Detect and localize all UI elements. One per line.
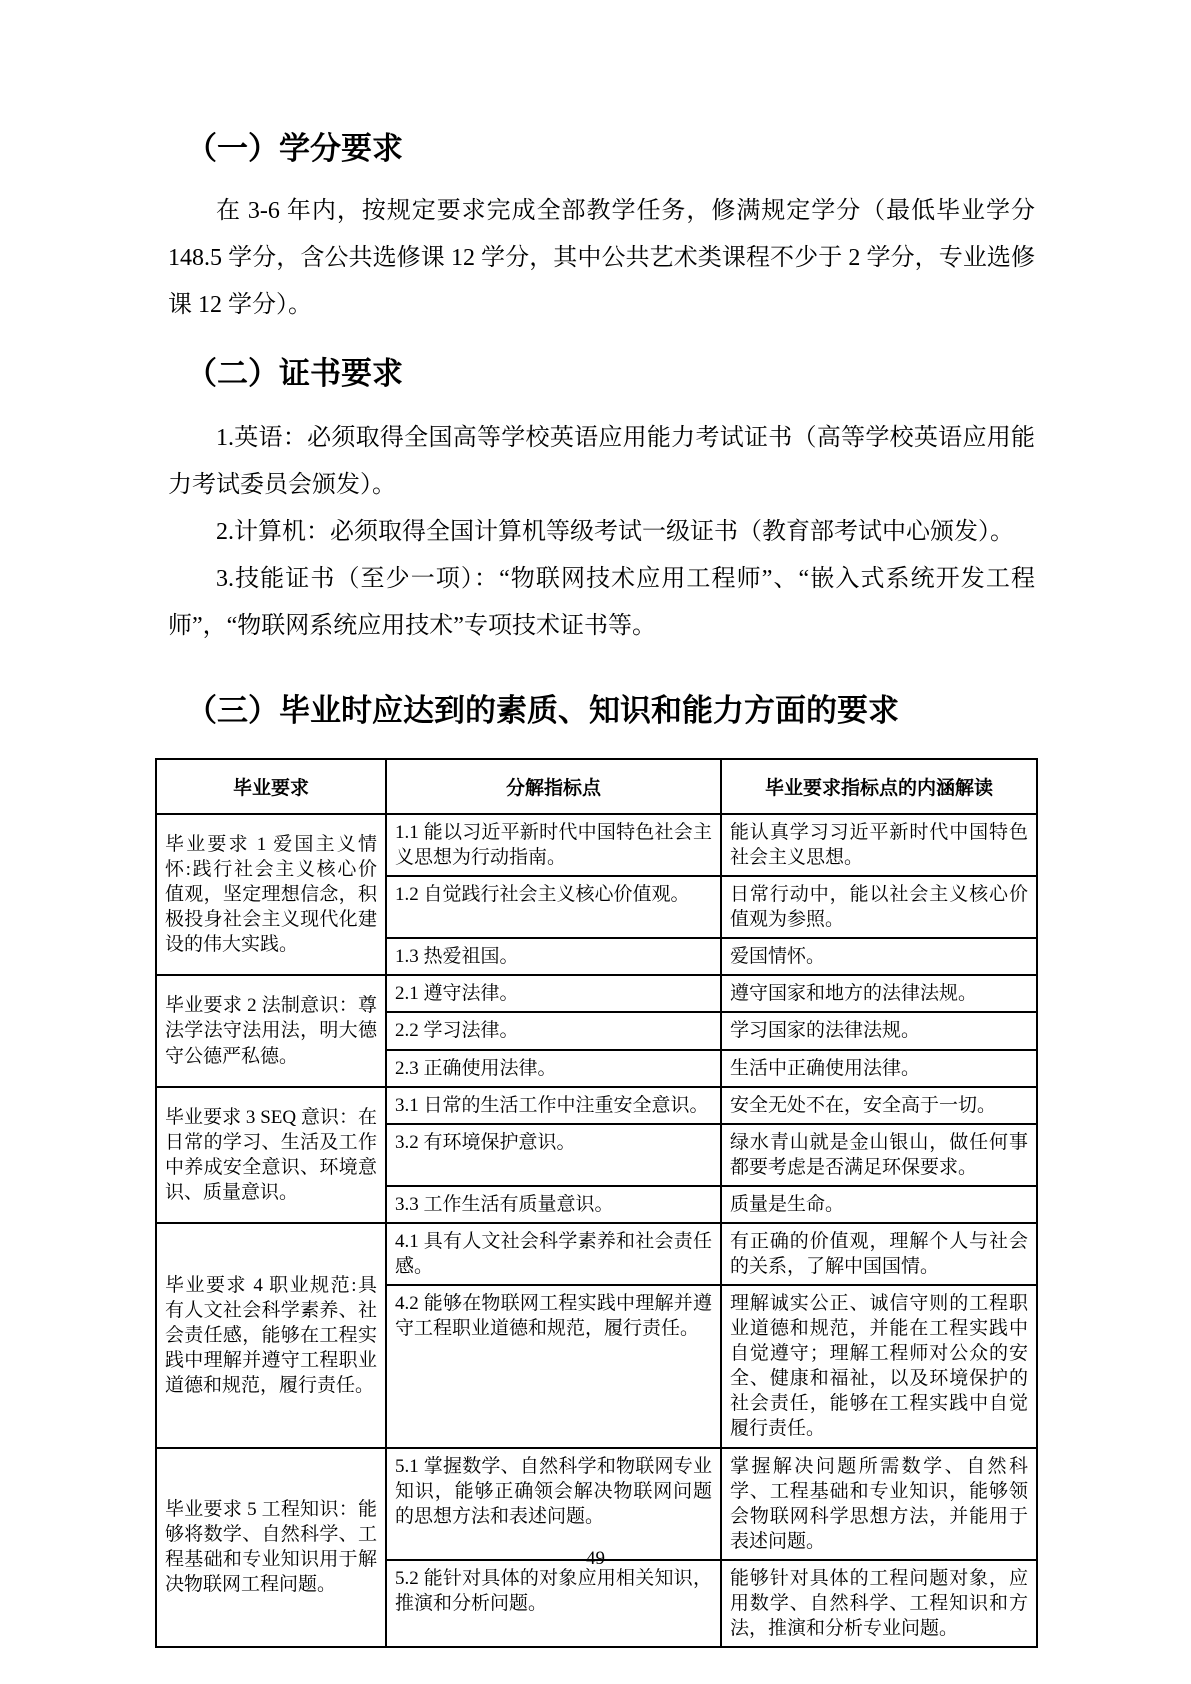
table-row [156,814,1037,876]
table-header-indicator: 分解指标点 [386,759,721,814]
indicator-cell-2-3: 2.3 正确使用法律。 [386,1050,721,1087]
interpretation-cell-2-3: 生活中正确使用法律。 [721,1050,1037,1087]
indicator-cell-1-1: 1.1 能以习近平新时代中国特色社会主义思想为行动指南。 [386,814,721,876]
interpretation-cell-2-2: 学习国家的法律法规。 [721,1012,1037,1049]
table-row [156,1087,1037,1124]
indicator-cell-3-3: 3.3 工作生活有质量意识。 [386,1186,721,1223]
certificate-item-english: 1.英语：必须取得全国高等学校英语应用能力考试证书（高等学校英语应用能力考试委员会颁发）。 [168,425,1035,498]
certificate-item-computer: 2.计算机：必须取得全国计算机等级考试一级证书（教育部考试中心颁发）。 [216,519,1014,545]
indicator-cell-1-2: 1.2 自觉践行社会主义核心价值观。 [386,876,721,938]
table-row [156,1223,1037,1285]
table-header-row [156,759,1037,814]
page-number: 49 [586,1548,605,1569]
credit-requirements-paragraph: 在 3-6 年内，按规定要求完成全部教学任务，修满规定学分（最低毕业学分 148.5 学分，含公共选修课 12 学分，其中公共艺术类课程不少于 2 学分，专业选修课 12 学分）。 [168,198,1035,318]
interpretation-cell-4-2: 理解诚实公正、诚信守则的工程职业道德和规范，并能在工程实践中自觉遵守；理解工程师对公众的安全、健康和福祉，以及环境保护的社会责任，能够在工程实践中自觉履行责任。 [721,1285,1037,1447]
indicator-cell-1-3: 1.3 热爱祖国。 [386,938,721,975]
interpretation-cell-1-1: 能认真学习习近平新时代中国特色社会主义思想。 [721,814,1037,876]
interpretation-cell-1-2: 日常行动中，能以社会主义核心价值观为参照。 [721,876,1037,938]
interpretation-cell-5-1: 掌握解决问题所需数学、自然科学、工程基础和专业知识，能够领会物联网科学思想方法，并能用于表述问题。 [721,1448,1037,1560]
indicator-cell-5-1: 5.1 掌握数学、自然科学和物联网专业知识，能够正确领会解决物联网问题的思想方法和表述问题。 [386,1448,721,1560]
requirement-cell-2: 毕业要求 2 法制意识：尊法学法守法用法，明大德守公德严私德。 [156,975,386,1086]
table-row [156,1448,1037,1560]
document-body [0,128,1191,732]
indicator-cell-5-2: 5.2 能针对具体的对象应用相关知识，推演和分析问题。 [386,1560,721,1647]
section-heading-graduation-requirements: （三）毕业时应达到的素质、知识和能力方面的要求 [186,693,899,728]
requirement-cell-3: 毕业要求 3 SEQ 意识：在日常的学习、生活及工作中养成安全意识、环境意识、质量意识。 [156,1087,386,1223]
interpretation-cell-1-3: 爱国情怀。 [721,938,1037,975]
requirement-cell-1: 毕业要求 1 爱国主义情怀:践行社会主义核心价值观，坚定理想信念，积极投身社会主义现代化建设的伟大实践。 [156,814,386,975]
interpretation-cell-3-1: 安全无处不在，安全高于一切。 [721,1087,1037,1124]
interpretation-cell-2-1: 遵守国家和地方的法律法规。 [721,975,1037,1012]
indicator-cell-3-2: 3.2 有环境保护意识。 [386,1124,721,1186]
table-header-requirement: 毕业要求 [156,759,386,814]
indicator-cell-2-1: 2.1 遵守法律。 [386,975,721,1012]
indicator-cell-2-2: 2.2 学习法律。 [386,1012,721,1049]
graduation-requirements-table [155,758,1038,1648]
section-heading-credit-requirements: （一）学分要求 [186,131,403,166]
interpretation-cell-3-3: 质量是生命。 [721,1186,1037,1223]
indicator-cell-4-1: 4.1 具有人文社会科学素养和社会责任感。 [386,1223,721,1285]
table-row [156,975,1037,1012]
interpretation-cell-4-1: 有正确的价值观，理解个人与社会的关系，了解中国国情。 [721,1223,1037,1285]
requirement-cell-4: 毕业要求 4 职业规范:具有人文社会科学素养、社会责任感，能够在工程实践中理解并遵守工程职业道德和规范，履行责任。 [156,1223,386,1448]
section-heading-certificate-requirements: （二）证书要求 [186,356,403,391]
interpretation-cell-3-2: 绿水青山就是金山银山，做任何事都要考虑是否满足环保要求。 [721,1124,1037,1186]
indicator-cell-4-2: 4.2 能够在物联网工程实践中理解并遵守工程职业道德和规范，履行责任。 [386,1285,721,1447]
certificate-item-skill: 3.技能证书（至少一项）：“物联网技术应用工程师”、“嵌入式系统开发工程师”，“物联网系统应用技术”专项技术证书等。 [168,566,1035,639]
table-header-interpretation: 毕业要求指标点的内涵解读 [721,759,1037,814]
interpretation-cell-5-2: 能够针对具体的工程问题对象，应用数学、自然科学、工程知识和方法，推演和分析专业问题。 [721,1560,1037,1647]
indicator-cell-3-1: 3.1 日常的生活工作中注重安全意识。 [386,1087,721,1124]
requirement-cell-5: 毕业要求 5 工程知识：能够将数学、自然科学、工程基础和专业知识用于解决物联网工程问题。 [156,1448,386,1648]
